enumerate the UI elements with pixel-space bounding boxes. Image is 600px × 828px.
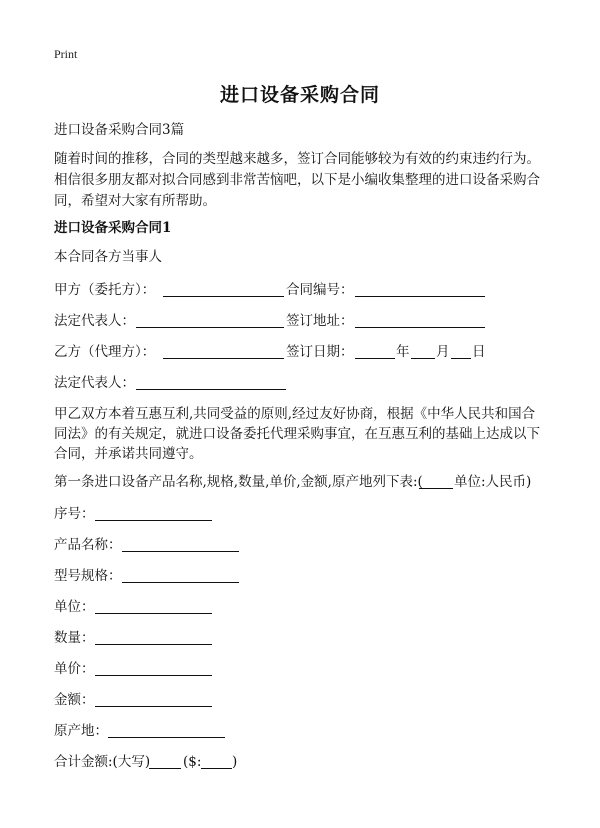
- origin-label: 原产地：: [54, 723, 108, 739]
- party-b-blank[interactable]: [163, 358, 284, 359]
- contract-no-blank[interactable]: [355, 296, 485, 297]
- amount-label: 金额：: [54, 692, 95, 708]
- article1-suffix: 单位:人民币): [454, 474, 532, 490]
- unit-blank[interactable]: [95, 613, 212, 614]
- product-name-blank[interactable]: [122, 551, 239, 552]
- intro-line-3: 同，希望对大家有所帮助。: [54, 193, 216, 209]
- total-words-blank[interactable]: [149, 768, 181, 769]
- day-blank[interactable]: [451, 358, 471, 359]
- year-label: 年: [396, 344, 410, 360]
- product-name-label: 产品名称：: [54, 537, 122, 553]
- legal-rep-1-blank[interactable]: [136, 327, 284, 328]
- sign-place-blank[interactable]: [355, 327, 485, 328]
- quantity-blank[interactable]: [95, 644, 212, 645]
- total-mid: ($:: [183, 754, 202, 770]
- origin-blank[interactable]: [108, 737, 225, 738]
- party-a-label: 甲方（委托方）：: [54, 282, 156, 298]
- unit-price-label: 单价：: [54, 661, 95, 677]
- subtitle: 进口设备采购合同3篇: [54, 122, 185, 138]
- intro-line-1: 随着时间的推移，合同的类型越来越多，签订合同能够较为有效的约束违约行为。: [54, 151, 540, 167]
- agreement-line-1: 甲乙双方本着互惠互利,共同受益的原则,经过友好协商，根据《中华人民共和国合: [54, 406, 536, 422]
- party-a-blank[interactable]: [163, 296, 284, 297]
- month-blank[interactable]: [411, 358, 435, 359]
- serial-label: 序号：: [54, 506, 95, 522]
- page-title: 进口设备采购合同: [219, 84, 380, 106]
- agreement-line-3: 合同，并承诺共同遵守。: [54, 446, 203, 462]
- agreement-line-2: 同法》的有关规定，就进口设备委托代理采购事宜，在互惠互利的基础上达成以下: [54, 426, 540, 442]
- day-label: 日: [472, 344, 486, 360]
- total-prefix: 合计金额:(大写): [54, 754, 151, 770]
- legal-rep-2-blank[interactable]: [136, 389, 286, 390]
- quantity-label: 数量：: [54, 630, 95, 646]
- month-label: 月: [436, 344, 450, 360]
- section-heading: 进口设备采购合同1: [54, 220, 172, 236]
- unit-price-blank[interactable]: [95, 675, 212, 676]
- unit-label: 单位：: [54, 599, 95, 615]
- model-blank[interactable]: [122, 582, 239, 583]
- sign-date-label: 签订日期：: [286, 344, 354, 360]
- party-b-label: 乙方（代理方）：: [54, 344, 156, 360]
- amount-blank[interactable]: [95, 706, 212, 707]
- legal-rep-1-label: 法定代表人：: [54, 313, 135, 329]
- article1-prefix: 第一条进口设备产品名称,规格,数量,单价,金额,原产地列下表:(: [54, 474, 423, 490]
- contract-no-label: 合同编号：: [286, 282, 354, 298]
- print-link[interactable]: Print: [54, 47, 78, 61]
- total-suffix: ): [232, 754, 238, 770]
- model-label: 型号规格：: [54, 568, 122, 584]
- year-blank[interactable]: [355, 358, 395, 359]
- parties-intro: 本合同各方当事人: [54, 249, 162, 265]
- article1-unit-blank[interactable]: [419, 488, 453, 489]
- sign-place-label: 签订地址：: [286, 313, 354, 329]
- serial-blank[interactable]: [95, 520, 212, 521]
- intro-line-2: 相信很多朋友都对拟合同感到非常苦恼吧，以下是小编收集整理的进口设备采购合: [54, 172, 540, 188]
- total-figures-blank[interactable]: [201, 768, 232, 769]
- legal-rep-2-label: 法定代表人：: [54, 375, 135, 391]
